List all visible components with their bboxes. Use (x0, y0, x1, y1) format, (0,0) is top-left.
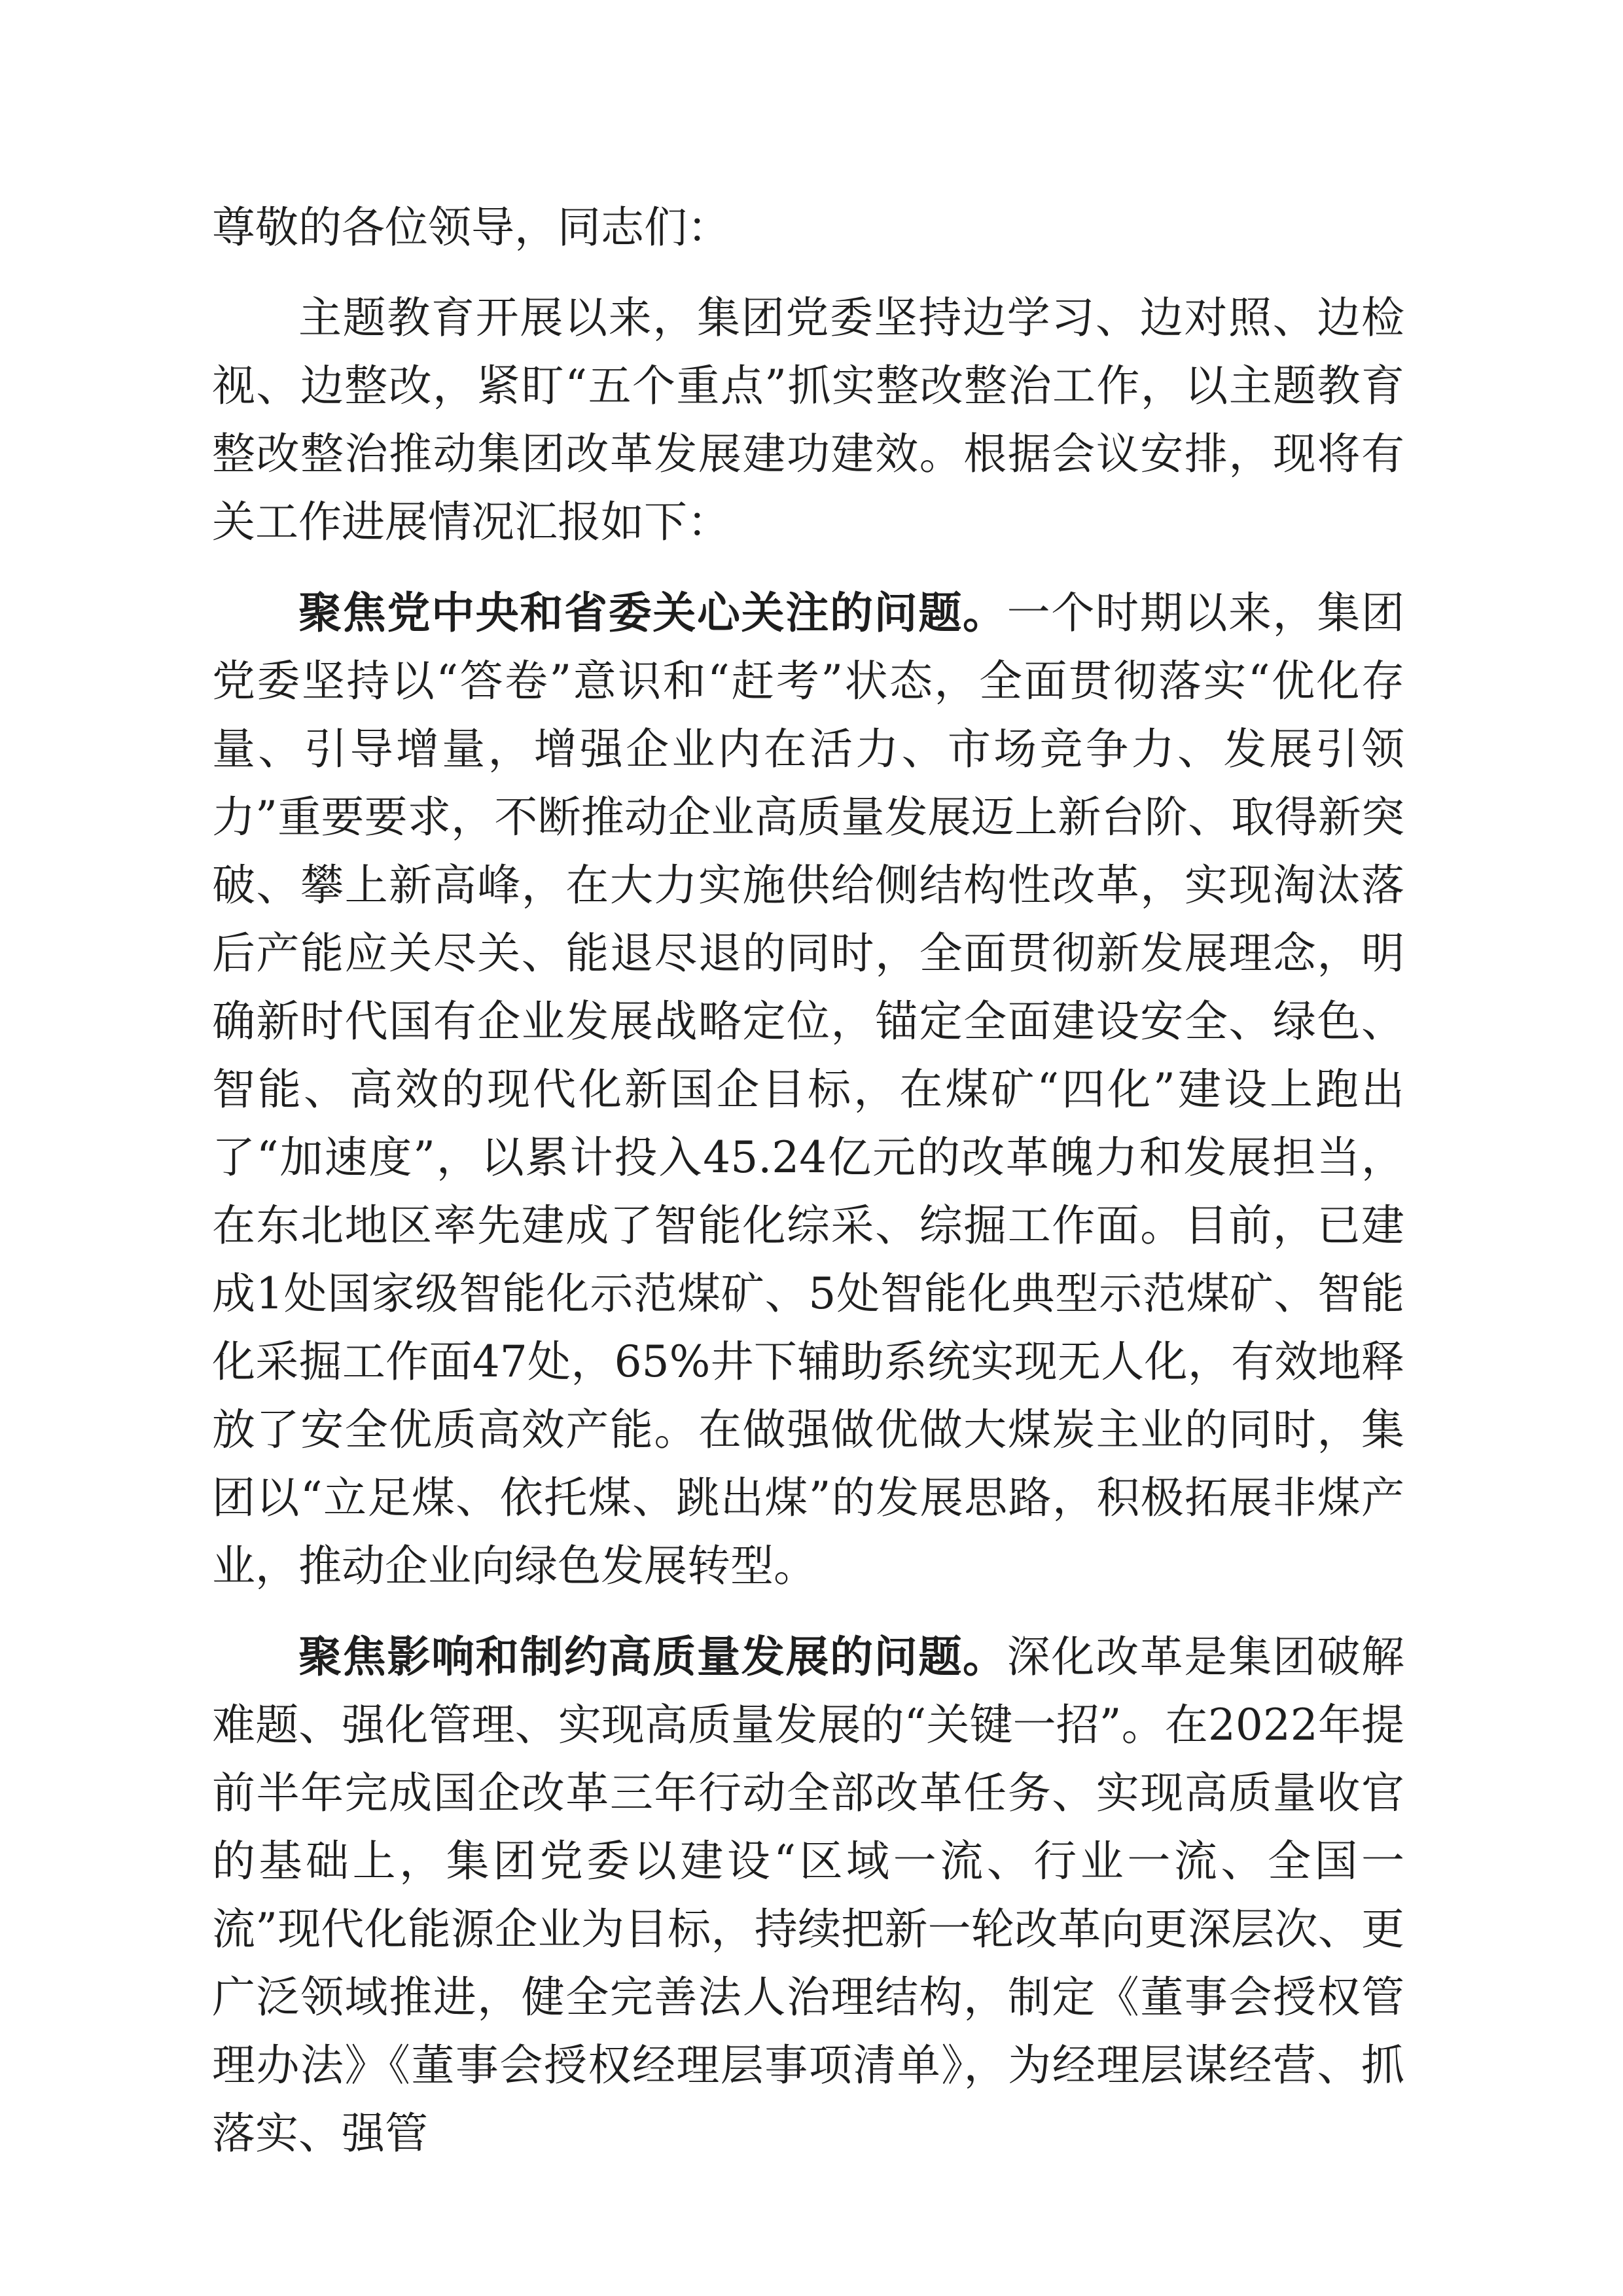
section-2-paragraph (212, 1623, 1404, 2168)
salutation: 尊敬的各位领导，同志们： (212, 202, 730, 253)
section-1-heading: 聚焦党中央和省委关心关注的问题。 (298, 587, 1007, 638)
section-1-body: 一个时期以来，集团党委坚持以“答卷”意识和“赶考”状态，全面贯彻落实“优化存量、引导增量，增强企业内在活力、市场竞争力、发展引领力”重要要求，不断推动企业高质量发展迈上新台阶、取得新突破、攀上新高峰，在大力实施供给侧结构性改革，实现淘汰落后产能应关尽关、能退尽退的同时，全面贯彻新发展理念，明确新时代国有企业发展战略定位，锚定全面建设安全、绿色、智能、高效的现代化新国企目标，在煤矿“四化”建设上跑出了“加速度”，以累计投入45.24亿元的改革魄力和发展担当，在东北地区率先建成了智能化综采、综掘工作面。目前，已建成1处国家级智能化示范煤矿、5处智能化典型示范煤矿、智能化采掘工作面47处，65%井下辅助系统实现无人化，有效地释放了安全优质高效产能。在做强做优做大煤炭主业的同时，集团以“立足煤、依托煤、跳出煤”的发展思路，积极拓展非煤产业，推动企业向绿色发展转型。 (212, 588, 1405, 1591)
intro-paragraph: 主题教育开展以来，集团党委坚持边学习、边对照、边检视、边整改，紧盯“五个重点”抓实整改整治工作，以主题教育整改整治推动集团改革发展建功建效。根据会议安排，现将有关工作进展情况汇报如下： (212, 293, 1404, 547)
section-2-heading: 聚焦影响和制约高质量发展的问题。 (298, 1631, 1007, 1682)
section-1-paragraph (212, 579, 1404, 1600)
section-2-body: 深化改革是集团破解难题、强化管理、实现高质量发展的“关键一招”。在2022年提前半年完成国企改革三年行动全部改革任务、实现高质量收官的基础上，集团党委以建设“区域一流、行业一流、全国一流”现代化能源企业为目标，持续把新一轮改革向更深层次、更广泛领域推进，健全完善法人治理结构，制定《董事会授权管理办法》《董事会授权经理层事项清单》，为经理层谋经营、抓落实、强管 (212, 1632, 1405, 2159)
document-body (212, 194, 1404, 2168)
